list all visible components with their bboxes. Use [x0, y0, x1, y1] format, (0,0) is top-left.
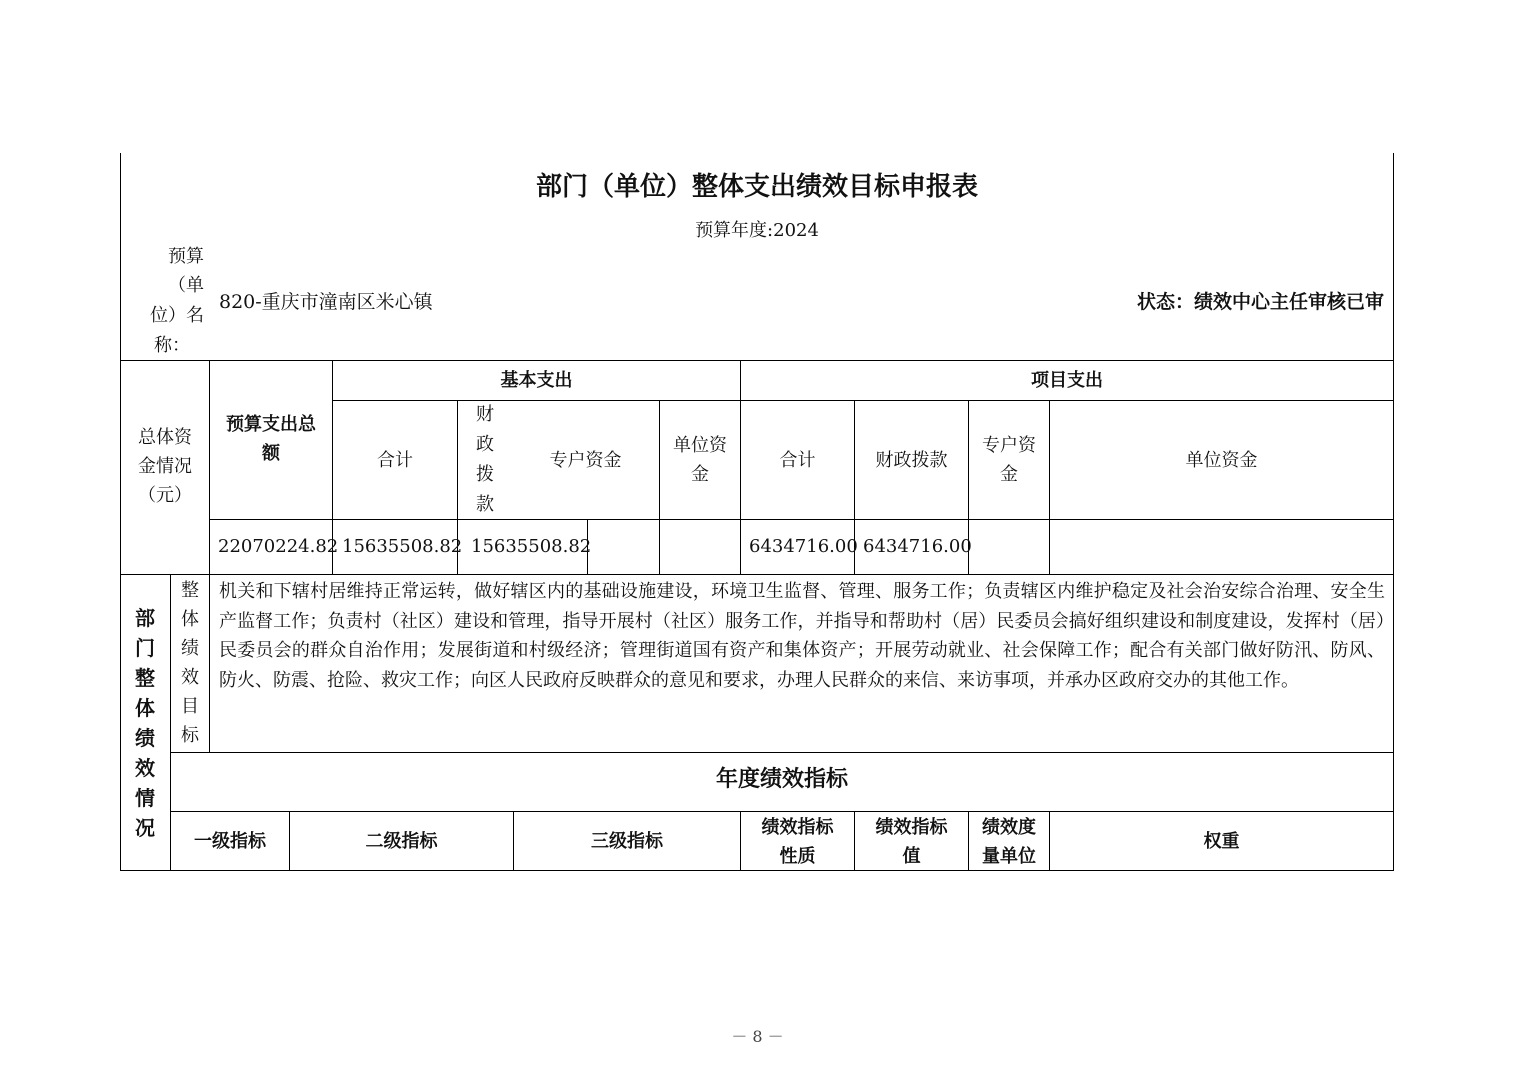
basic-expense-header: 基本支出	[500, 370, 573, 391]
basic-total-header: 合计	[377, 449, 413, 471]
project-total-value: 6434716.00	[749, 536, 858, 557]
basic-fiscal-value: 15635508.82	[471, 536, 592, 557]
page-number: － 8 －	[731, 1027, 784, 1046]
project-fiscal-value: 6434716.00	[863, 536, 972, 557]
document-page: 部门（单位）整体支出绩效目标申报表 预算年度:2024 预算 （单 位）名 称： 820-重庆市潼南区米心镇 状态：绩效中心主任审核已审 总体资 金情况 （元） 预算支出总 额 基本支出 项目支出 合计 财 政 拨 款 专户资金 单位资 金 合计 财政拨款 专户资 金 单位资金 22070224.82 15635508.82 15635508.82 6434716.00 6434716.00 部 门 整 体 绩 效 情 况 整 体 绩 效 目 标 机关和下辖村居维持正常运转，做好辖区内的基础设施建设，环境卫生监督、管理、服务工作；负责辖区内维护稳定及社会治安综合治理、安全生产监督工作；负责村（社区）建设和管理，指导开展村（社区）服务工作，并指导和帮助村（居）民委员会搞好组织建设和制度建设，发挥村（居）民委员会的群众自治作用；发展街道和村级经济；管理街道国有资产和集体资产；开展劳动就业、社会保障工作；配合有关部门做好防汛、防风、防火、防震、抢险、救灾工作；向区人民政府反映群众的意见和要求，办理人民群众的来信、来访事项，并承办区政府交办的其他工作。 年度绩效指标 一级指标 二级指标 三级指标 绩效指标 性质 绩效指标 值 绩效度 量单位 权重 － 8 －	[0, 0, 1515, 1069]
budget-year: 预算年度:2024	[695, 220, 819, 241]
form-title: 部门（单位）整体支出绩效目标申报表	[535, 172, 978, 202]
level1-indicator-header: 一级指标	[194, 830, 266, 852]
basic-special-header: 专户资金	[549, 449, 622, 471]
overall-goal-text: 机关和下辖村居维持正常运转，做好辖区内的基础设施建设，环境卫生监督、管理、服务工作；负责辖区内维护稳定及社会治安综合治理、安全生产监督工作；负责村（社区）建设和管理，指导开展村（社区）服务工作，并指导和帮助村（居）民委员会搞好组织建设和制度建设，发挥村（居）民委员会的群众自治作用；发展街道和村级经济；管理街道国有资产和集体资产；开展劳动就业、社会保障工作；配合有关部门做好防汛、防风、防火、防震、抢险、救灾工作；向区人民政府反映群众的意见和要求，办理人民群众的来信、来访事项，并承办区政府交办的其他工作。	[219, 581, 1385, 691]
grand-total-value: 22070224.82	[218, 536, 339, 557]
basic-total-value: 15635508.82	[342, 536, 463, 557]
level3-indicator-header: 三级指标	[591, 830, 663, 852]
unit-name: 820-重庆市潼南区米心镇	[219, 291, 433, 313]
project-expense-header: 项目支出	[1031, 370, 1103, 391]
project-fiscal-header: 财政拨款	[875, 449, 948, 471]
annual-indicators-title: 年度绩效指标	[715, 767, 848, 792]
status-text: 状态：绩效中心主任审核已审	[1136, 291, 1384, 313]
project-unit-header: 单位资金	[1185, 449, 1258, 471]
level2-indicator-header: 二级指标	[365, 830, 438, 852]
project-total-header: 合计	[779, 449, 816, 471]
weight-header: 权重	[1203, 830, 1240, 852]
